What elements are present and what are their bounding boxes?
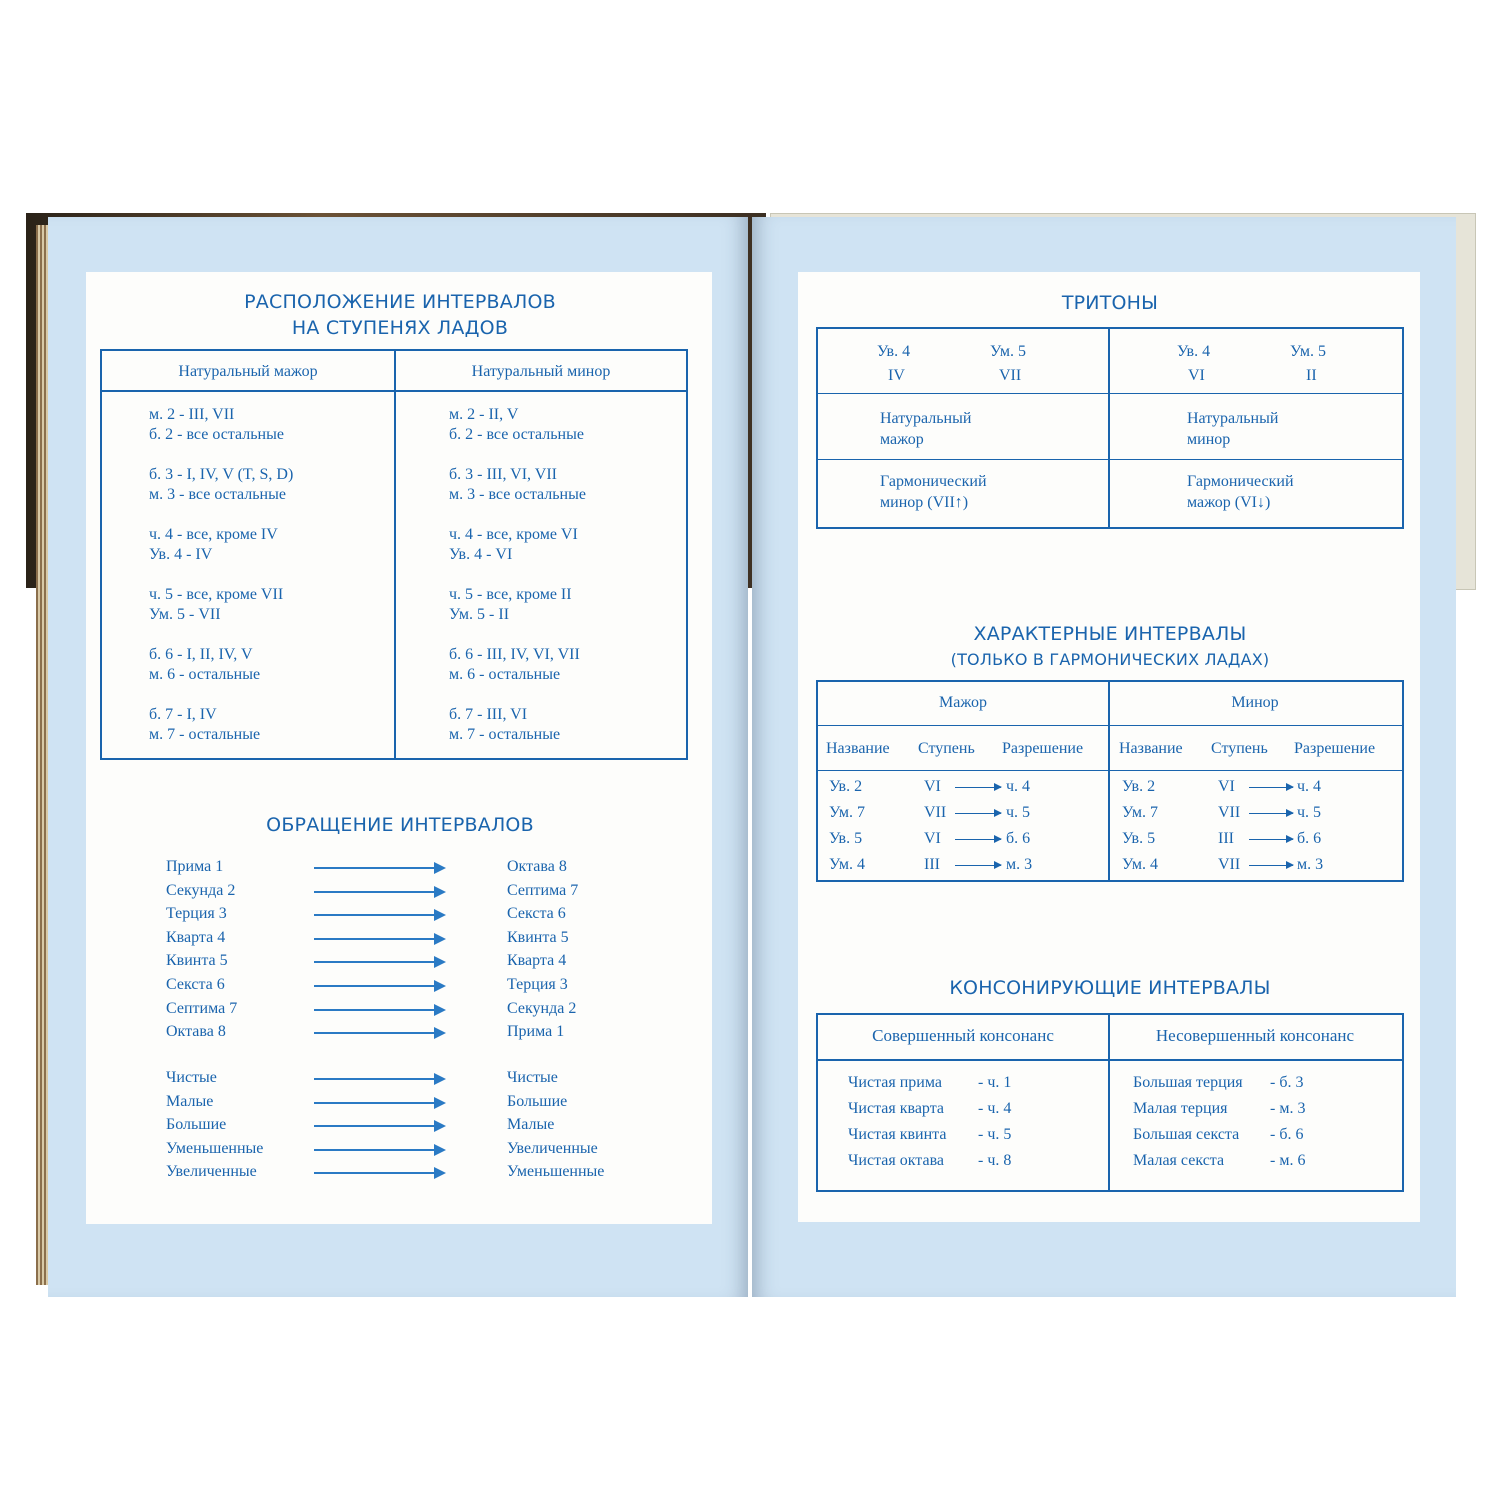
perfect-consonance-name: Чистая октава [848, 1152, 945, 1169]
minor-degree-line: б. 2 - все остальные [449, 426, 584, 443]
minor-degree-line: Ув. 4 - VI [449, 546, 513, 563]
char-major-arrow [955, 813, 1001, 814]
major-degree-line: б. 3 - I, IV, V (T, S, D) [149, 466, 294, 483]
char-major-name: Ув. 2 [829, 778, 863, 795]
char-minor-resolution: ч. 4 [1297, 778, 1322, 795]
inversion-source: Септима 7 [166, 999, 238, 1017]
perfect-consonance-abbr: - ч. 8 [978, 1152, 1012, 1169]
char-row-divider-2 [816, 770, 1404, 771]
inversion-target: Квинта 5 [507, 928, 569, 946]
inversion-arrow [314, 891, 444, 893]
char-major-resolution: м. 3 [1006, 856, 1033, 873]
major-degree-line: м. 3 - все остальные [149, 486, 286, 503]
tritone-deg-vi: VI [1188, 367, 1205, 384]
inversion-target: Септима 7 [507, 881, 579, 899]
char-maj-col-resolution: Разрешение [1002, 740, 1084, 757]
tritones-row-divider-2 [816, 459, 1404, 460]
inversion-arrow [314, 867, 444, 869]
imperfect-consonance-name: Малая терция [1133, 1100, 1228, 1117]
minor-degree-line: ч. 4 - все, кроме VI [449, 526, 578, 543]
inversion-arrow [314, 938, 444, 940]
imperfect-consonance-abbr: - м. 3 [1270, 1100, 1306, 1117]
minor-degree-line: ч. 5 - все, кроме II [449, 586, 572, 603]
minor-degree-line: Ум. 5 - II [449, 606, 510, 623]
quality-source: Чистые [166, 1069, 217, 1086]
char-major-resolution: б. 6 [1006, 830, 1031, 847]
char-minor-arrow [1249, 813, 1293, 814]
char-row-divider-1 [816, 725, 1404, 726]
major-degree-line: ч. 4 - все, кроме IV [149, 526, 278, 543]
tritone-deg-iv: IV [888, 367, 905, 384]
quality-source: Увеличенные [166, 1163, 257, 1181]
char-minor-resolution: м. 3 [1297, 856, 1324, 873]
minor-degree-line: м. 3 - все остальные [449, 486, 586, 503]
quality-arrow [314, 1125, 444, 1127]
char-minor-name: Ув. 2 [1122, 778, 1156, 795]
char-major-resolution: ч. 5 [1006, 804, 1031, 821]
col-natural-major: Натуральный мажор [178, 363, 318, 380]
quality-target: Малые [507, 1116, 555, 1134]
char-major-header: Мажор [939, 694, 987, 711]
inversion-arrow [314, 914, 444, 916]
harmonic-minor-label-2: минор (VII↑) [880, 494, 969, 511]
consonance-header-divider [816, 1059, 1404, 1061]
inversion-target: Терция 3 [507, 976, 568, 993]
char-title-line-1: ХАРАКТЕРНЫЕ ИНТЕРВАЛЫ [973, 623, 1247, 645]
char-major-name: Ум. 7 [829, 804, 866, 821]
minor-degree-line: б. 3 - III, VI, VII [449, 466, 557, 483]
quality-arrow [314, 1102, 444, 1104]
imperfect-consonance-abbr: - б. 3 [1270, 1074, 1304, 1091]
char-maj-col-step: Ступень [918, 740, 975, 757]
inversion-source: Кварта 4 [166, 928, 226, 946]
major-degree-line: м. 2 - III, VII [149, 406, 235, 423]
inversion-source: Прима 1 [166, 858, 224, 875]
char-minor-header: Минор [1231, 694, 1279, 711]
quality-target: Уменьшенные [507, 1163, 605, 1181]
char-minor-name: Ум. 4 [1122, 856, 1159, 873]
natural-major-label-2: мажор [880, 431, 924, 448]
imperfect-consonance-name: Большая терция [1133, 1074, 1243, 1091]
harmonic-minor-label-1: Гармонический [880, 473, 987, 490]
quality-source: Большие [166, 1116, 227, 1134]
quality-source: Уменьшенные [166, 1139, 264, 1157]
imperfect-consonance-abbr: - м. 6 [1270, 1152, 1306, 1169]
major-degree-line: Ув. 4 - IV [149, 546, 213, 563]
major-degree-line: м. 6 - остальные [149, 666, 261, 683]
quality-arrow [314, 1172, 444, 1174]
natural-major-label-1: Натуральный [880, 410, 972, 427]
tritone-aug4-right: Ув. 4 [1177, 343, 1211, 360]
tritones-row-divider-1 [816, 393, 1404, 394]
char-minor-step: VII [1218, 804, 1241, 821]
tritone-dim5-right: Ум. 5 [1290, 343, 1327, 360]
char-min-col-resolution: Разрешение [1294, 740, 1376, 757]
minor-degree-line: б. 6 - III, IV, VI, VII [449, 646, 580, 663]
char-major-name: Ум. 4 [829, 856, 866, 873]
char-major-arrow [955, 865, 1001, 866]
quality-arrow [314, 1078, 444, 1080]
quality-source: Малые [166, 1092, 214, 1110]
inversion-source: Секста 6 [166, 976, 225, 993]
imperfect-consonance-name: Большая секста [1133, 1126, 1240, 1143]
characteristic-intervals-title [810, 621, 1410, 673]
tritones-col-divider [1108, 327, 1110, 529]
char-minor-name: Ум. 7 [1122, 804, 1159, 821]
char-major-name: Ув. 5 [829, 830, 863, 847]
perfect-consonance-name: Чистая прима [848, 1074, 942, 1091]
quality-arrow [314, 1149, 444, 1151]
major-degree-line: м. 7 - остальные [149, 726, 261, 743]
perfect-consonance-abbr: - ч. 4 [978, 1100, 1012, 1117]
imperfect-consonance-abbr: - б. 6 [1270, 1126, 1304, 1143]
perfect-consonance-name: Чистая квинта [848, 1126, 947, 1143]
inversion-source: Секунда 2 [166, 881, 236, 899]
tritone-deg-vii: VII [999, 367, 1022, 384]
natural-minor-label-1: Натуральный [1187, 410, 1279, 427]
char-major-step: VII [924, 804, 947, 821]
char-maj-col-name: Название [826, 740, 890, 757]
inversion-target: Октава 8 [507, 858, 567, 875]
perfect-consonance-header: Совершенный консонанс [872, 1026, 1054, 1045]
inversion-arrow [314, 961, 444, 963]
title-line-1: РАСПОЛОЖЕНИЕ ИНТЕРВАЛОВ [244, 291, 556, 313]
char-minor-step: VII [1218, 856, 1241, 873]
inversion-source: Терция 3 [166, 905, 227, 923]
minor-degree-line: м. 7 - остальные [449, 726, 561, 743]
tritone-dim5-left: Ум. 5 [990, 343, 1027, 360]
perfect-consonance-abbr: - ч. 1 [978, 1074, 1012, 1091]
char-major-resolution: ч. 4 [1006, 778, 1031, 795]
inversion-target: Кварта 4 [507, 952, 567, 970]
char-minor-arrow [1249, 865, 1293, 866]
char-major-arrow [955, 839, 1001, 840]
quality-target: Чистые [507, 1069, 558, 1086]
table-column-divider [394, 349, 396, 760]
minor-degree-line: м. 2 - II, V [449, 406, 519, 423]
char-minor-resolution: ч. 5 [1297, 804, 1322, 821]
char-title-line-2: (ТОЛЬКО В ГАРМОНИЧЕСКИХ ЛАДАХ) [950, 650, 1270, 669]
quality-target: Увеличенные [507, 1139, 598, 1157]
char-minor-step: VI [1218, 778, 1235, 795]
char-minor-name: Ув. 5 [1122, 830, 1156, 847]
tritones-title: ТРИТОНЫ [1061, 292, 1159, 314]
inversion-source: Октава 8 [166, 1023, 226, 1041]
inversion-target: Секста 6 [507, 905, 566, 923]
char-minor-step: III [1218, 830, 1234, 847]
major-degree-line: б. 7 - I, IV [149, 706, 217, 723]
harmonic-major-label-2: мажор (VI↓) [1187, 494, 1271, 511]
tritone-deg-ii: II [1306, 367, 1317, 384]
natural-minor-label-2: минор [1187, 431, 1231, 448]
col-natural-minor: Натуральный минор [471, 363, 611, 380]
char-minor-arrow [1249, 839, 1293, 840]
major-degree-line: Ум. 5 - VII [149, 606, 221, 623]
tritone-aug4-left: Ув. 4 [877, 343, 911, 360]
inversion-arrow [314, 985, 444, 987]
inversion-arrow [314, 1032, 444, 1034]
imperfect-consonance-name: Малая секста [1133, 1152, 1225, 1169]
title-line-2: НА СТУПЕНЯХ ЛАДОВ [291, 317, 509, 339]
inversion-source: Квинта 5 [166, 952, 228, 970]
char-minor-arrow [1249, 787, 1293, 788]
perfect-consonance-abbr: - ч. 5 [978, 1126, 1012, 1143]
major-degree-line: ч. 5 - все, кроме VII [149, 586, 284, 603]
major-degree-line: б. 2 - все остальные [149, 426, 284, 443]
intervals-on-degrees-title [100, 289, 700, 341]
major-degree-line: б. 6 - I, II, IV, V [149, 646, 253, 663]
harmonic-major-label-1: Гармонический [1187, 473, 1294, 490]
char-major-arrow [955, 787, 1001, 788]
inversion-target: Прима 1 [507, 1023, 565, 1041]
inversion-title: ОБРАЩЕНИЕ ИНТЕРВАЛОВ [266, 814, 534, 836]
char-major-step: III [924, 856, 940, 873]
inversion-arrow [314, 1009, 444, 1011]
char-min-col-name: Название [1119, 740, 1183, 757]
char-major-step: VI [924, 778, 941, 795]
char-minor-resolution: б. 6 [1297, 830, 1322, 847]
imperfect-consonance-header: Несовершенный консонанс [1155, 1026, 1355, 1045]
quality-target: Большие [507, 1092, 568, 1110]
minor-degree-line: м. 6 - остальные [449, 666, 561, 683]
inversion-target: Секунда 2 [507, 999, 577, 1017]
consonant-intervals-title: КОНСОНИРУЮЩИЕ ИНТЕРВАЛЫ [949, 977, 1271, 999]
char-min-col-step: Ступень [1211, 740, 1268, 757]
char-major-step: VI [924, 830, 941, 847]
minor-degree-line: б. 7 - III, VI [449, 706, 528, 723]
perfect-consonance-name: Чистая кварта [848, 1100, 945, 1117]
